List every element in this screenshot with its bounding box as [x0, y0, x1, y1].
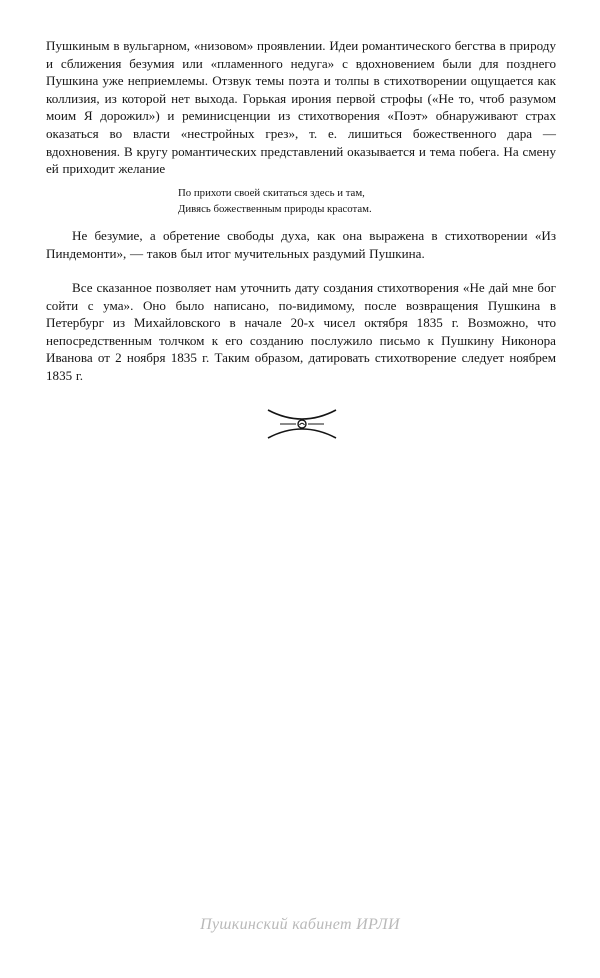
- decorative-ornament-icon: [266, 404, 338, 444]
- paragraph-2: [46, 227, 556, 262]
- poem-quote-line-2: Дивясь божественным природы красотам.: [178, 202, 372, 215]
- paragraph-1-text: Пушкиным в вульгарном, «низовом» проявлении. Идеи романтического бегства в природу и сближения безумия или «пламенного недуга» с вдохновением были для позднего Пушкина уже неприемлемы. Отзвук темы поэта и толпы в стихотворении ощущается как коллизия, из которой нет выхода. Горькая ирония первой строфы («Не то, чтоб разумом моим Я дорожил») и реминисценции из стихотворения «Поэт» обнаруживают страх оказаться во власти «нестройных грез», т. е. лишиться божественного дара — вдохновения. В кругу романтических представлений оказывается и тема побега. На смену ей приходит желание: [46, 38, 556, 177]
- poem-quote: [0, 186, 600, 217]
- paragraph-2-text: Не безумие, а обретение свободы духа, как она выражена в стихотворении «Из Пиндемонти», — таков был итог мучительных раздумий Пушкина.: [46, 228, 556, 261]
- paragraph-3-text: Все сказанное позволяет нам уточнить дату создания стихотворения «Не дай мне бог сойти с ума». Оно было написано, по-видимому, после возвращения Пушкина в Петербург из Михайловского в начале 20-х чисел октября 1835 г. Возможно, что непосредственным толчком к его созданию послужило письмо к Пушкину Никонора Иванова от 2 ноября 1835 г. Таким образом, датировать стихотворение следует ноябрем 1835 г.: [46, 280, 556, 383]
- paragraph-1: [46, 37, 556, 178]
- watermark: Пушкинский кабинет ИРЛИ: [200, 916, 400, 933]
- paragraph-3: [46, 279, 556, 385]
- poem-quote-line-1: По прихоти своей скитаться здесь и там,: [178, 187, 365, 199]
